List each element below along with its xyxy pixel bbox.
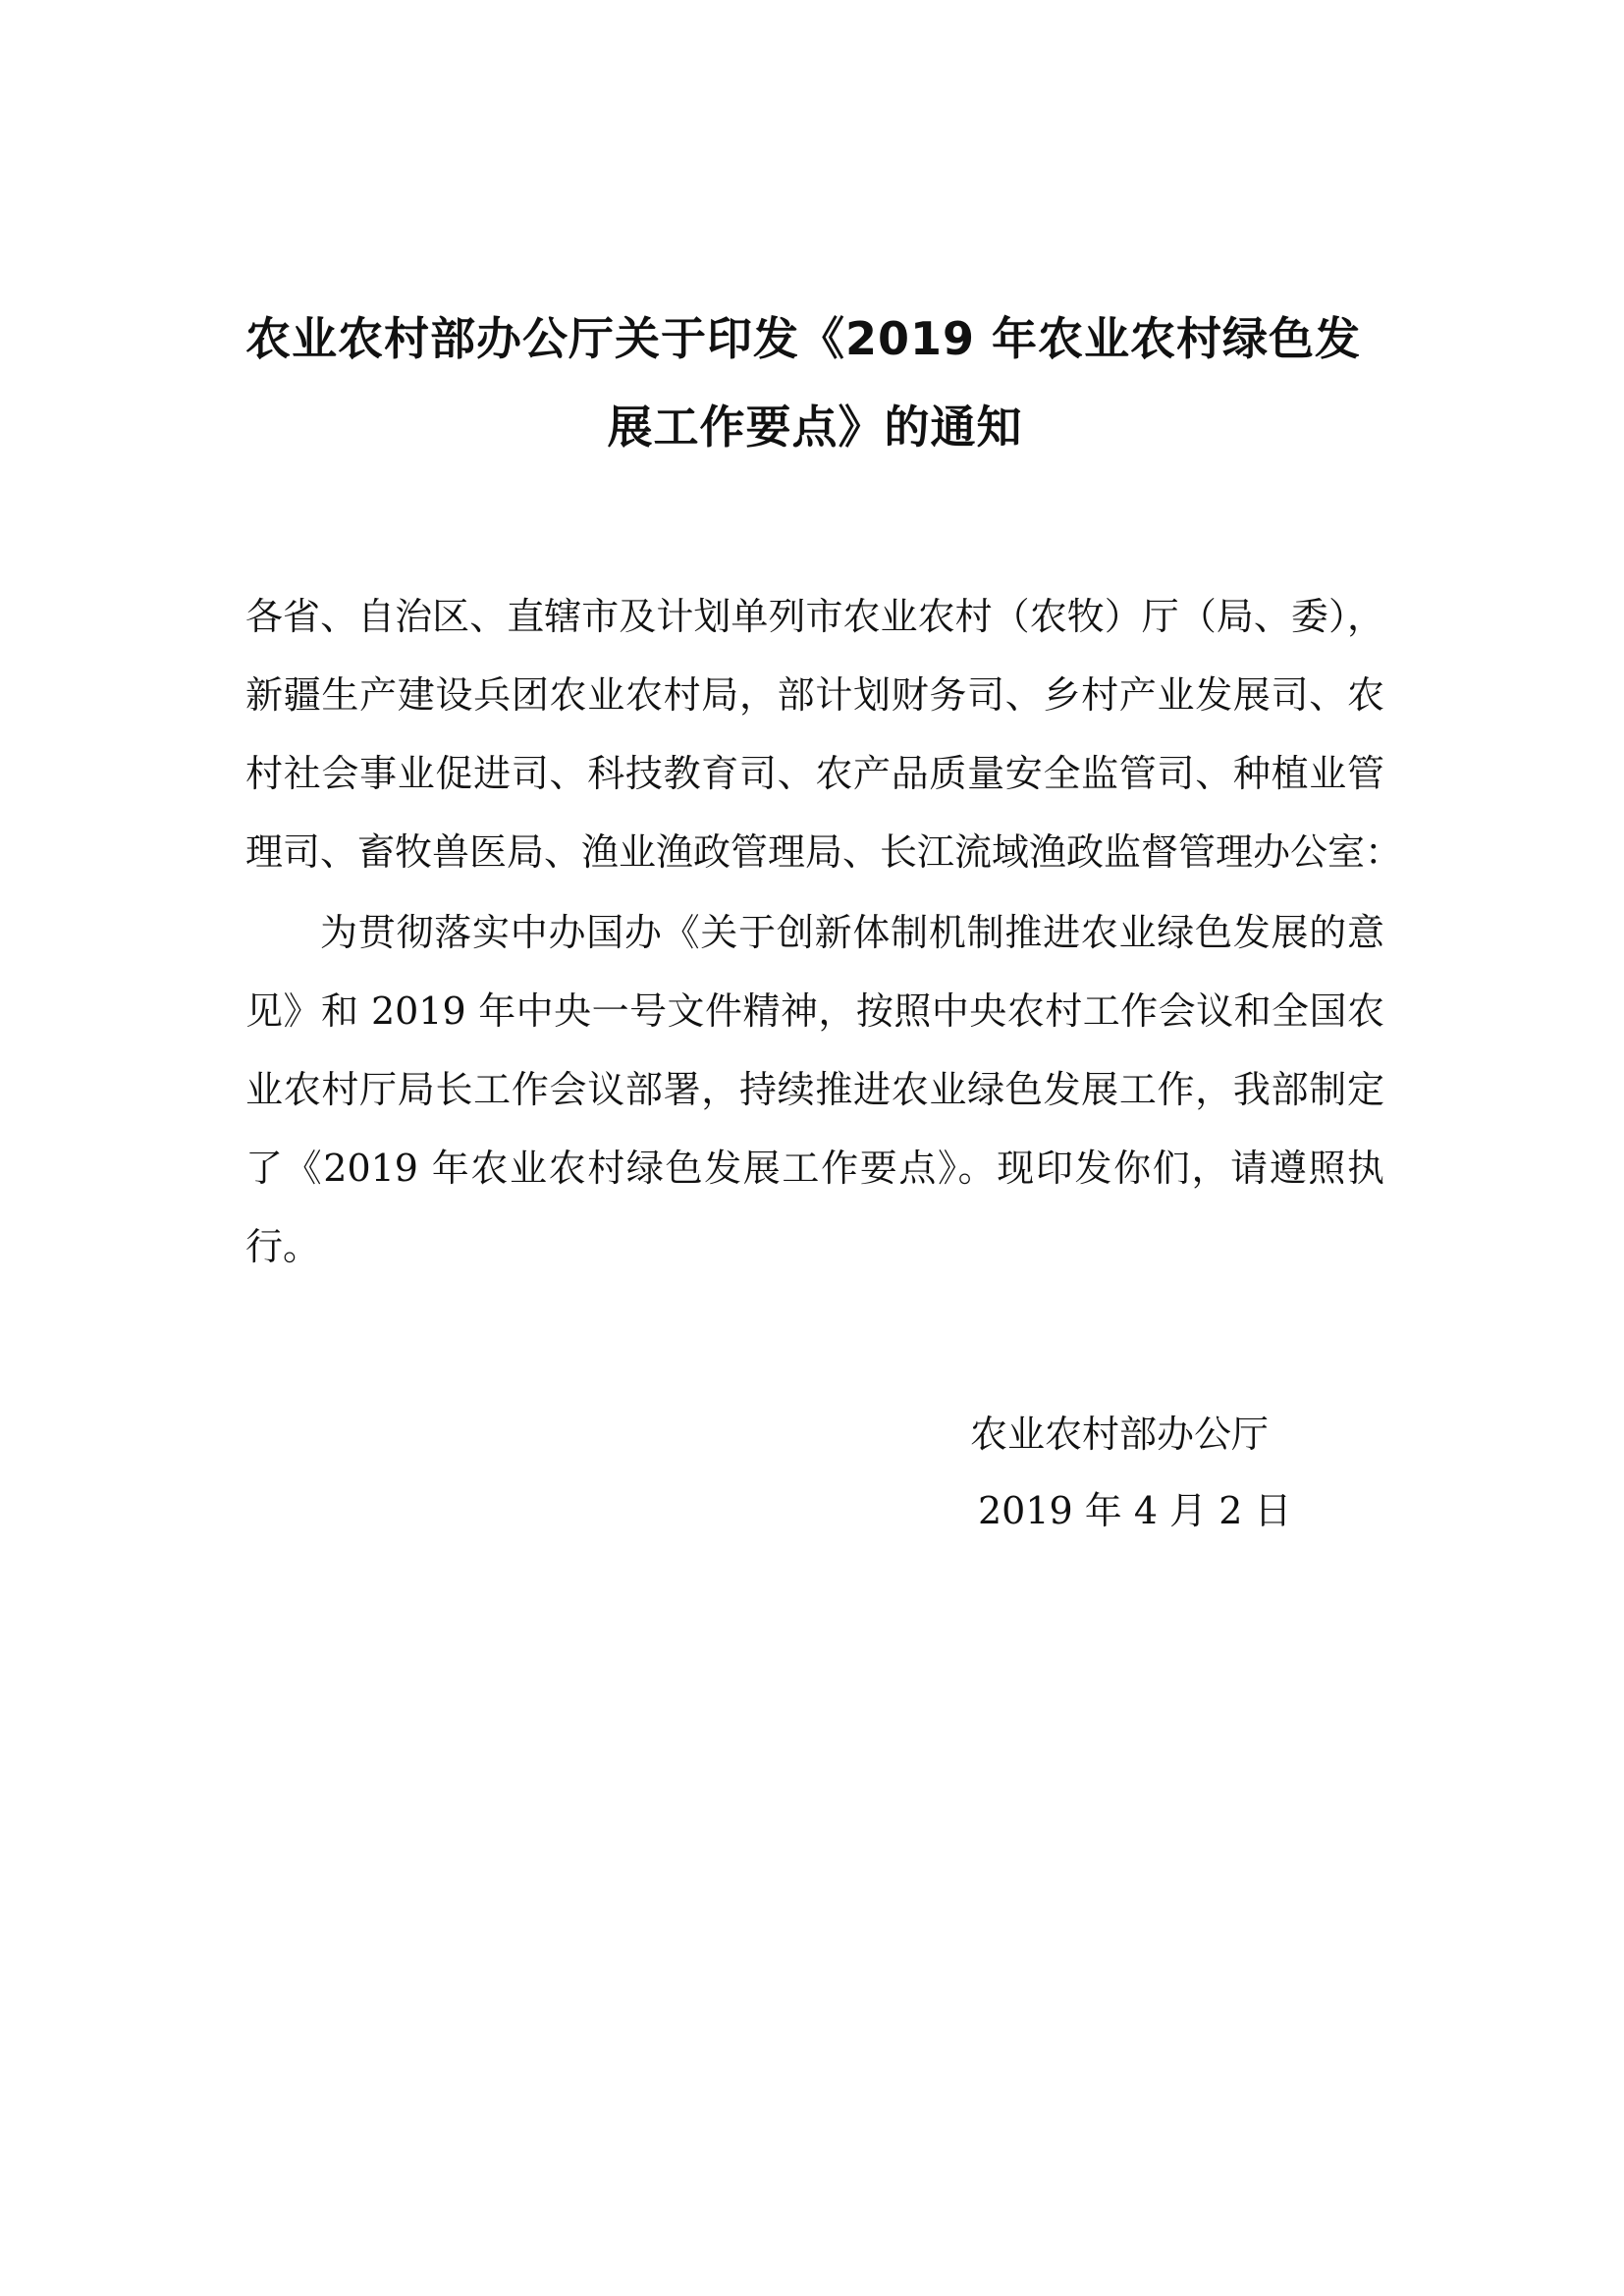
addressee-line: 村社会事业促进司、科技教育司、农产品质量安全监管司、种植业管 — [245, 752, 1384, 795]
addressee-line: 理司、畜牧兽医局、渔业渔政管理局、长江流域渔政监督管理办公室： — [245, 830, 1403, 874]
paragraph-line: 行。 — [245, 1225, 321, 1268]
addressee-line: 各省、自治区、直辖市及计划单列市农业农村（农牧）厅（局、委）， — [245, 595, 1384, 638]
addressee-block — [245, 577, 1403, 891]
paragraph-line: 业农村厅局长工作会议部署，持续推进农业绿色发展工作，我部制定 — [245, 1068, 1384, 1111]
paragraph-line: 见》和 2019 年中央一号文件精神，按照中央农村工作会议和全国农 — [245, 989, 1384, 1033]
paragraph-line: 了《2019 年农业农村绿色发展工作要点》。现印发你们，请遵照执 — [245, 1147, 1384, 1190]
issuing-office: 农业农村部办公厅 — [970, 1413, 1270, 1456]
addressee-line: 新疆生产建设兵团农业农村局，部计划财务司、乡村产业发展司、农 — [245, 673, 1384, 717]
signature-block — [952, 1396, 1291, 1549]
issue-date: 2019 年 4 月 2 日 — [978, 1489, 1292, 1532]
body-paragraph — [245, 893, 1384, 1286]
document-title — [245, 294, 1384, 471]
title-line-1: 农业农村部办公厅关于印发《2019 年农业农村绿色发 — [245, 312, 1362, 365]
title-line-2: 展工作要点》的通知 — [607, 400, 1023, 454]
paragraph-line: 为贯彻落实中办国办《关于创新体制机制推进农业绿色发展的意 — [320, 911, 1384, 954]
